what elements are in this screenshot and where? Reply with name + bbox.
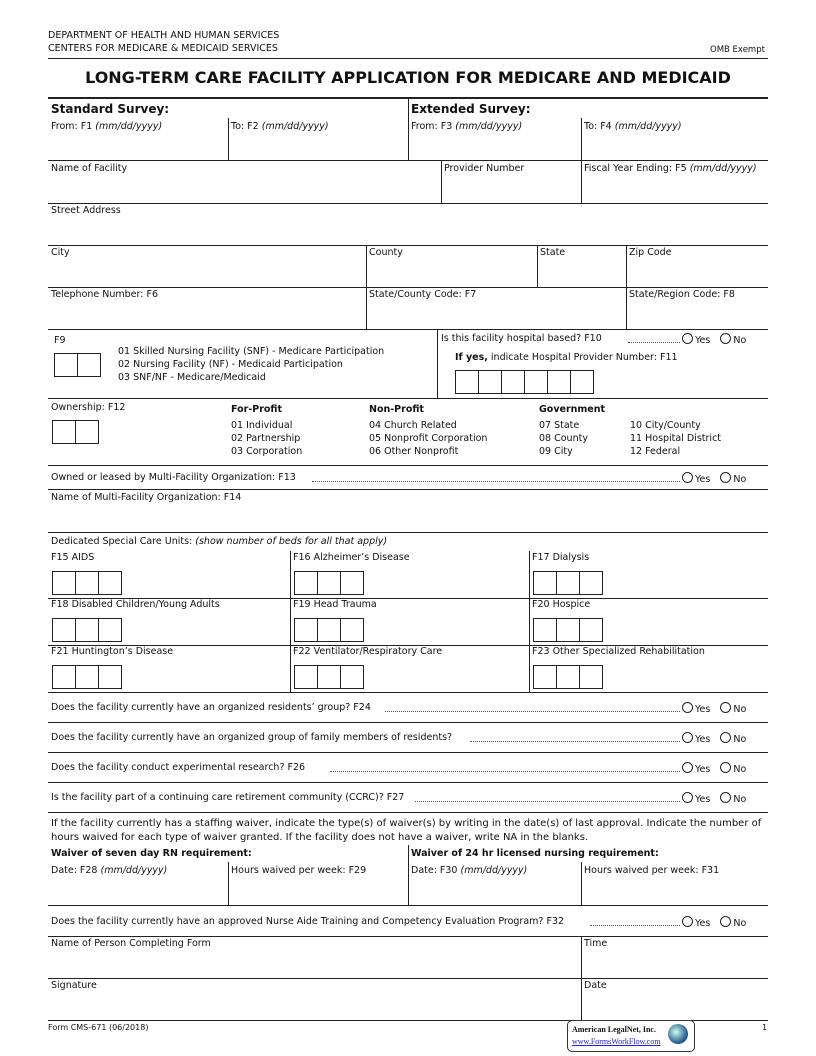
f10-label: Is this facility hospital based? F10 xyxy=(441,333,602,344)
question-radio[interactable]: Yes No xyxy=(676,792,746,805)
legalnet-logo: American LegalNet, Inc. www.FormsWorkFlow.com xyxy=(567,1020,695,1052)
care-unit-label: F19 Head Trauma xyxy=(293,599,377,610)
f9-option: 02 Nursing Facility (NF) - Medicaid Participation xyxy=(118,359,343,370)
care-unit-beds-input[interactable] xyxy=(294,571,364,595)
standard-survey: Standard Survey: xyxy=(51,102,170,116)
licensed-waiver-heading: Waiver of 24 hr licensed nursing requirement: xyxy=(411,848,659,859)
government-heading: Government xyxy=(539,404,606,415)
f32-label: Does the facility currently have an approved Nurse Aide Training and Competency Evaluation Program? F32 xyxy=(51,916,565,927)
question-label: Does the facility currently have an organized residents’ group? F24 xyxy=(51,702,371,713)
form-number: Form CMS-671 (06/2018) xyxy=(48,1023,149,1032)
care-unit-label: F15 AIDS xyxy=(51,552,95,563)
f13-radio[interactable]: Yes No xyxy=(676,472,746,485)
state-field[interactable]: State xyxy=(540,247,566,258)
question-label: Does the facility currently have an organized group of family members of residents? xyxy=(51,732,453,743)
city-field[interactable]: City xyxy=(51,247,70,258)
f32-radio[interactable]: Yes No xyxy=(676,916,746,929)
f9-option: 03 SNF/NF - Medicare/Medicaid xyxy=(118,372,266,383)
f9-option: 01 Skilled Nursing Facility (SNF) - Medicare Participation xyxy=(118,346,385,357)
dept: DEPARTMENT OF HEALTH AND HUMAN SERVICES xyxy=(48,30,280,41)
f11-label: If yes, indicate Hospital Provider Number: F11 xyxy=(455,352,678,363)
f11-input[interactable] xyxy=(455,370,594,394)
question-radio[interactable]: Yes No xyxy=(676,762,746,775)
page-number: 1 xyxy=(762,1023,768,1032)
care-unit-label: F21 Huntington’s Disease xyxy=(51,646,174,657)
non-profit-heading: Non-Profit xyxy=(369,404,424,415)
f8-field[interactable]: State/Region Code: F8 xyxy=(629,289,735,300)
question-radio[interactable]: Yes No xyxy=(676,732,746,745)
date-field[interactable]: Date xyxy=(584,980,607,991)
f2-field[interactable]: To: F2 (mm/dd/yyyy) xyxy=(231,121,329,132)
signature-field[interactable]: Signature xyxy=(51,980,97,991)
care-unit-beds-input[interactable] xyxy=(52,665,122,689)
care-unit-beds-input[interactable] xyxy=(294,618,364,642)
care-unit-label: F22 Ventilator/Respiratory Care xyxy=(293,646,443,657)
page-title: LONG-TERM CARE FACILITY APPLICATION FOR MEDICARE AND MEDICAID xyxy=(85,68,731,87)
government-options-2: 10 City/County 11 Hospital District 12 Federal xyxy=(630,420,722,457)
care-unit-label: F20 Hospice xyxy=(532,599,591,610)
question-label: Does the facility conduct experimental research? F26 xyxy=(51,762,306,773)
globe-icon xyxy=(668,1024,688,1044)
f1-field[interactable]: From: F1 (mm/dd/yyyy) xyxy=(51,121,163,132)
care-unit-beds-input[interactable] xyxy=(533,571,603,595)
f4-field[interactable]: To: F4 (mm/dd/yyyy) xyxy=(584,121,682,132)
extended-survey: Extended Survey: xyxy=(411,102,531,116)
f5-field[interactable]: Fiscal Year Ending: F5 (mm/dd/yyyy) xyxy=(584,163,757,174)
f10-radio[interactable]: Yes No xyxy=(676,333,746,346)
care-unit-beds-input[interactable] xyxy=(533,618,603,642)
f6-field[interactable]: Telephone Number: F6 xyxy=(51,289,158,300)
county-field[interactable]: County xyxy=(369,247,403,258)
government-options: 07 State 08 County 09 City xyxy=(539,420,588,457)
special-care-label: Dedicated Special Care Units: (show number of beds for all that apply) xyxy=(51,536,388,547)
care-unit-label: F23 Other Specialized Rehabilitation xyxy=(532,646,705,657)
f9-input[interactable] xyxy=(54,353,101,377)
non-profit-options: 04 Church Related 05 Nonprofit Corporation 06 Other Nonprofit xyxy=(369,420,488,457)
provider-number-field[interactable]: Provider Number xyxy=(444,163,525,174)
care-unit-beds-input[interactable] xyxy=(533,665,603,689)
care-unit-label: F18 Disabled Children/Young Adults xyxy=(51,599,220,610)
centers: CENTERS FOR MEDICARE & MEDICAID SERVICES xyxy=(48,43,278,54)
f28-field[interactable]: Date: F28 (mm/dd/yyyy) xyxy=(51,865,168,876)
f7-field[interactable]: State/County Code: F7 xyxy=(369,289,477,300)
care-unit-label: F16 Alzheimer’s Disease xyxy=(293,552,410,563)
f13-label: Owned or leased by Multi-Facility Organization: F13 xyxy=(51,472,296,483)
f29-field[interactable]: Hours waived per week: F29 xyxy=(231,865,367,876)
f9-label: F9 xyxy=(54,335,66,346)
rn-waiver-heading: Waiver of seven day RN requirement: xyxy=(51,848,252,859)
logo-link[interactable]: www.FormsWorkFlow.com xyxy=(572,1037,661,1046)
care-unit-label: F17 Dialysis xyxy=(532,552,590,563)
f12-input[interactable] xyxy=(52,420,99,444)
f12-label: Ownership: F12 xyxy=(51,402,126,413)
care-unit-beds-input[interactable] xyxy=(294,665,364,689)
question-radio[interactable]: Yes No xyxy=(676,702,746,715)
question-label: Is the facility part of a continuing care retirement community (CCRC)? F27 xyxy=(51,792,405,803)
care-unit-beds-input[interactable] xyxy=(52,618,122,642)
f14-field[interactable]: Name of Multi-Facility Organization: F14 xyxy=(51,492,242,503)
for-profit-heading: For-Profit xyxy=(231,404,283,415)
omb-exempt: OMB Exempt xyxy=(710,45,765,55)
time-field[interactable]: Time xyxy=(584,938,608,949)
f3-field[interactable]: From: F3 (mm/dd/yyyy) xyxy=(411,121,523,132)
for-profit-options: 01 Individual 02 Partnership 03 Corporation xyxy=(231,420,303,457)
facility-name-field[interactable]: Name of Facility xyxy=(51,163,128,174)
waiver-instructions: If the facility currently has a staffing waiver, indicate the type(s) of waiver(s) by writing in the date(s) of last approval. Indicate the number of hours waived for each type of waiver granted. If the facility does not have a waiver, write NA in the blanks. xyxy=(51,818,762,843)
care-unit-beds-input[interactable] xyxy=(52,571,122,595)
f30-field[interactable]: Date: F30 (mm/dd/yyyy) xyxy=(411,865,528,876)
f31-field[interactable]: Hours waived per week: F31 xyxy=(584,865,720,876)
zip-field[interactable]: Zip Code xyxy=(629,247,672,258)
street-address-field[interactable]: Street Address xyxy=(51,205,121,216)
person-name-field[interactable]: Name of Person Completing Form xyxy=(51,938,211,949)
